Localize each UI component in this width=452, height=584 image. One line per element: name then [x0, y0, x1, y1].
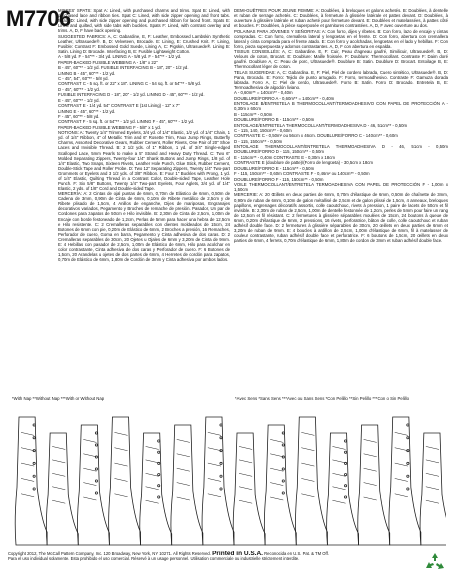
footer-line-2: Para el uso individual solamente. Esta prohibido el uso comercial. Réservé à un usage personnel. Utilisation commerciale ou industrielle strictement interdite.: [8, 556, 300, 561]
right-column-paragraph: A - 0,60m** = 140cm** - 0,40m: [234, 90, 293, 96]
right-column-paragraph: VOILE THERMOCOLLANT/ENTRETELA TERMOADHESIVA CON PAPEL DE PROTECCIÓN F - 1,00m x 1,50cm: [234, 181, 448, 193]
nap-legend-french-spanish: *Avec Sens *Sans Sens ***Avec ou Sans Sens *Con Pelillo **Sin Pelillo ***Con o Sin Pelillo: [235, 396, 409, 401]
spat-drawing: [140, 433, 172, 545]
right-column-paragraph: POLAINAS PARA JÓVENES Y SEÑORITAS: A: Con forro, dijes y ribetes. B: Con forro, lazo de encaje y cintas compradas. C: Con forro, cremallera lateral y lengüetas en el frente. D: Con forro, abertura con cremallera lateral y cinta comprada para el frente atado. E: Con forro y acolchadas, lengüetas en el lado y hebillas. F: Con forro, pieza superpuesta y adornos contrastantes. A, D, F con abertura en espalda.: [234, 28, 448, 49]
spat-drawing: [171, 425, 203, 545]
right-column-paragraph: DOUBLURE/FORRO F - 115, 150cm** - 0,50m: [234, 176, 324, 182]
spat-drawing: [420, 433, 446, 545]
right-column-paragraph: B - 115cm** - 0,50m: [234, 111, 273, 117]
right-column-paragraph: F - 115, 150cm** - 0,60m CONTRASTE F - 0,46m² ou 140cm** - 0,50m: [234, 171, 370, 177]
french-spanish-column: [234, 8, 448, 243]
trademark-text: Reconocida en U.S. Pat. & TM Off.: [264, 551, 329, 556]
spat-drawing: [15, 417, 47, 545]
spat-drawing: [295, 417, 327, 545]
left-column-paragraph: D - 45", 60"** - 1/2 yd.: [58, 86, 100, 92]
pattern-number: M7706: [6, 6, 71, 31]
left-column-paragraph: CONTRAST C - 5 sq. ft. or 22" x 18". LINING C - 54 sq. ft. or 54"** - 5/8 yd.: [58, 81, 201, 87]
right-column-paragraph: D - 115, 150cm** - 0,50m: [234, 138, 283, 144]
nap-legend-english: *With Nap **Without Nap ***With or Without Nap: [12, 396, 105, 401]
spat-drawing: [202, 417, 234, 545]
right-column-paragraph: TISSUS CONSEILLÉS: A, C: Gabardine. E, F: Cuir, Peau d'agneau gaufré, Similicuir, Ultrasuede®. B, D: Velours de coton, Brocart. E: Doublure: Maille froissée. F: Doublure: Thermocollant. Contraste F: Daim doré gaufré. Doublure A, C: Peau de porc, Ultrasuede®. Doublure B: Satin. Doublure D: Brocart. Entoilage B, E: Thermocollant léger de coton.: [234, 49, 448, 70]
right-column-paragraph: ENTOILAGE THERMOCOLLANT/ENTRETELA THERMOADHESIVA D - 46, 51cm - 0,50m DOUBLURE/FORRO D - 115, 150cm** - 0,50m: [234, 144, 448, 155]
spat-drawing: [264, 425, 296, 545]
recycle-icon: [424, 552, 446, 572]
right-column-paragraph: DOUBLURE/FORRO B - 115cm** - 0,50m: [234, 117, 315, 123]
left-column-paragraph: C - 45", 54", 60"** - 5/8 yd.: [58, 75, 109, 81]
left-column-paragraph: NOTIONS: A: Twenty 1/4" Trimmed Eyelets, 3/4 yd. of 1/4" Elastic, 1/2 yd. of 1/4" Chain, 1 yd. of 1/4" Ribbon, 4" of Metallic Trim and 6" Rosette Trim, Faux Jump Rings, Butterfly Charms, Assorted Decorative Gears, Rubber Cement, Roller Rivets, One Pair of 20" Shoe Laces and Invisible Thread. B: 2 1/2 yds. of 1" Ribbon, 1 yd. of 3/4" Single-edged Scalloped Lace, 5mm Pearls to make a 5" Strand and Heavy Duty Thread. C: Two 6" Molded Separating Zippers, Twenty-four 1/4" Shank Buttons and Jump Rings, 1/8 yd. of 1/4" Elastic, Two Snaps, Sixteen Rivets, Leather Hole Punch, Glue Stick, Rubber Cement, Double-Stick Tape and Roller Probe. D: Two 12" Separating Zippers, Twenty 1/4" Two-part Grommets or Eyelets and 3 1/2 yds. of 3/8" Ribbon. E: Four 1" Buckles with Prong, 1 yd. of 1/4" Elastic, Quilting Thread in a Contrast Color, Double-sided Tape, Leather Hole Punch. F: Six 5/8" Buttons, Twenty 1/4" Two-part Eyelets, Four Aglets, 3/4 yd. of 1/4" Elastic, 2 yds. of 1/8" Cord and Double-sided Tape.: [58, 130, 230, 191]
right-column-paragraph: DEMI-GUÊTRES POUR JEUNE FEMME: A: Doublées, à breloques et galons achetés. B: Doublées, à dentelle et ruban de serrage achetés. C: Doublées, à fermeture à glissière latérale et pattes devant. D: Doublées, à ouverture à glissière latérale et ruban acheté pour fermeture devant. E: Doublées et matelassées, à pattes côté et boucles. F: Doublées, à pièce superposée et garnitures contrastées. A, D, F avec ouverture au dos.: [234, 8, 448, 29]
spats-illustrations: [10, 405, 446, 550]
right-column-paragraph: CONTRASTE C - 0,50m² ou 56cm x 46cm. DOUBLURE/FORRO C - 140cm** - 0,60m: [234, 133, 398, 139]
right-column-paragraph: ENTOILAGE B/ENTRETELA B THERMOCOLLANT/TERMOADHESIVO CON PAPEL DE PROTECCIÓN A - 0,30m x 60cm: [234, 101, 448, 112]
right-column-paragraph: DOUBLURE/FORRO E - 115cm** - 0,50m: [234, 165, 315, 171]
spat-drawing: [77, 425, 109, 545]
right-column-paragraph: MERCERIE: A: 20 Œillets en deux parties de 6mm, 0,70m d'élastique de 6mm, 0,50m de chaînette de 3mm, 0,90m de ruban de 6mm, 0,10m de galon métallisé de 2,5cm et de galon plissé de 1,5cm, 4 anneaux, breloques papillons, engrenages décoratifs assortis, colle caoutchouc, rivets à pression, 1 paire de lacets de 50cm et fil invisible. B: 2,30m de ruban de 2,5cm, 1,00m de dentelle festonnée de 1,2cm, perles de 5mm pour faire un rang de 12,5cm et fil résistant. C: 2 fermetures à glissière séparables moulées de 15cm, 24 boutons à queue de 6mm, 0,20m d'élastique de 6mm, 2 pressions, 16 rivets, perforatrice, bâton de colle, colle caoutchouc et ruban adhésif double face. D: 2 fermetures à glissière séparables de 30cm, 20 œillets en deux parties de 6mm et 3,20m de ruban de 9mm. E: 4 boucles à ardillon de 2,5cm, 1,00m d'élastique de 6mm, fil à matelasser de couleur contrastante, ruban adhésif double face et perforatrice. F: 6 boutons de 1,5cm, 20 œillets en deux parties de 6mm, 4 ferrets, 0,70m d'élastique de 6mm, 1,80m de cordon de 3mm et ruban adhésif double face.: [234, 192, 448, 243]
left-column-paragraph: MISSES' SPATS: Spat A: Lined, with purchased charms and trims. Spat B: Lined, with purchased lace and ribbon ties. Spat C: Lined, with side zipper opening and front tabs. Spats D: Lined, with side zipper opening and purchased ribbon for laced front. Spats E: Lined and quilted, with side tabs with buckles. Spats F: Lined, with contrast overlay and trims. A, D, F have back opening.: [58, 8, 230, 34]
spat-drawing: [327, 433, 359, 545]
spat-drawing: [233, 433, 265, 545]
left-column-paragraph: CONTRAST E - 1/4 yd. 54" CONTRAST E (1st Lining) - 12" x 7": [58, 103, 180, 109]
left-column-paragraph: PAPER-BACKED FUSIBLE WEBBING F - 5/8" x 1 yd.: [58, 124, 161, 130]
english-spanish-column: [58, 8, 230, 262]
right-column-paragraph: TELAS SUGERIDAS: A, C: Gabardina. E, F: Piel, Piel de cordero labrada, Cuero sintético, Ultrasuede®. B, D: Pana, Brocado. E: Forro: Tejido de punto arrugado. F: Forro, termoadhesivo. Contraste F: Gamuza dorada labrada. Forro A, C: Piel de cerdo, Ultrasuede®. Forro B: Satín. Forro D: Brocado. Entretela B, E: Termoadhesiva de algodón liviano.: [234, 69, 448, 90]
left-column-paragraph: MERCERÍA: A: 2 Cintas de ojal puntas de 6mm, 0,70m de Elástico de 6mm, 0,50m de Cadena de 3mm, 0,90m de Cinta de 6mm, 0,10m de Ribete metálico de 2,5cm y de Ribete plisado de 1,5cm, 4 Anillos de enganche, Dijes de mariposas, Engranajes decorativos variados, Pegamento y Broches de remache de presión. Pasador, Un par de Cordones para zapatos de 50cm e Hilo invisible. B: 2,30m de Cinta de 2,5cm, 1,00m de Encaje con borde festoneado de 1,2cm, Perlas de 5mm para hacer una hebra de 12,5cm e Hilo resistente. C: 2 Cremalleras separables con dientes moldeados de 15cm, 24 Botones de 6mm con pie, 0,20m de Elástico de 6mm, 2 Broches a presión, 16 Remaches, Perforador de cuero, Goma en barra, Pegamento y Cinta adhesiva de dos caras. D: 2 Cremalleras separables de 30cm, 20 Ojetes u Ojales de 6mm y 3,20m de Cinta de 9mm. E: 4 Hebillas con pasador de 2,5cm, 1,00m de Elástico de 6mm, Hilo para acolchar en color contrastante, Cinta adhesiva de dos caras y Perforador de cuero. F: 6 Botones de 1,5cm, 20 Arandelas u ojetes de dos partes de 6mm, 4 Herretes de cordón para zapatos, 0,70m de Elástico de 6mm, 1,80m de Cordón de 3mm y Cinta adhesiva por ambos lados.: [58, 191, 230, 262]
left-column-paragraph: FUSIBLE INTERFACING D - 18", 20" - 1/2 yd. LINING D - 45", 60"** - 1/2 yd.: [58, 92, 205, 98]
spat-drawing: [358, 425, 390, 545]
spat-drawing: [109, 417, 141, 545]
left-column-paragraph: PAPER-BACKED FUSIBLE WEBBING A - 1/8" x 22": [58, 59, 158, 65]
left-column-paragraph: E - 45", 60"** - 1/2 yd.: [58, 97, 100, 103]
left-column-paragraph: B - 45", 60"** - 1/2 yd. FUSIBLE INTERFACING B - 18", 20" - 1/2 yd.: [58, 65, 189, 71]
left-column-paragraph: LINING E - 45", 60"** - 1/2 yd.: [58, 108, 116, 114]
left-column-paragraph: SUGGESTED FABRICS: A, C: Gabardine, E, F: Leather, Embossed Lambskin Synthetic Leather, Ultrasuede®. B, D: Velveteen, Brocade. E: Lining, E: Crushed Knit. F: Lining, Fusible: Contrast F: Embossed Gold Suede, Lining A, C: Pigskin, Ultrasuede®. Lining B: Satin. Lining D: Brocade. Interfacing B, E: Fusible Lightweight Cotton.: [58, 33, 230, 54]
right-column-paragraph: ENTOILAGE/ENTRETELA THERMOCOLLANT/TERMOADHESIVA D - 46, 51cm** - 0,50m: [234, 122, 408, 128]
right-column-paragraph: CONTRASTE E (doublure de patte)/(Forro de lengüeta) - 30,5cm x 18cm: [234, 160, 373, 166]
right-column-paragraph: E - 115cm** - 0,40m CONTRASTE E - 0,30m x 18cm: [234, 154, 335, 160]
spat-drawing: [46, 433, 78, 545]
printed-in-usa: Printed in U.S.A.: [212, 551, 263, 556]
right-column-paragraph: C - 115, 140, 150cm** - 0,60m: [234, 127, 292, 133]
right-column-paragraph: DOUBLURE/FORRO A - 0,60m** = 140cm** - 0,40m: [234, 95, 335, 101]
left-column-paragraph: A - 5/8 yd. F - 54"** - 3/4 yd. LINING A - 5/8 yd. F - 54"** - 1/2 yd.: [58, 54, 182, 60]
left-column-paragraph: CONTRAST F - 5 sq. ft. or 54"** - 1/2 yd. LINING F - 45", 60"** - 1/2 yd.: [58, 119, 195, 125]
left-column-paragraph: F - 45", 60"** - 5/8 yd.: [58, 114, 100, 120]
copyright-text: Copyright 2012, The McCall Pattern Company, Inc. 120 Broadway, New York, NY 10271. All Rights Reserved.: [8, 551, 211, 556]
copyright-footer: [8, 551, 426, 561]
spat-drawing: [389, 417, 421, 545]
left-column-paragraph: LINING B - 45", 60"** - 1/2 yd.: [58, 70, 116, 76]
